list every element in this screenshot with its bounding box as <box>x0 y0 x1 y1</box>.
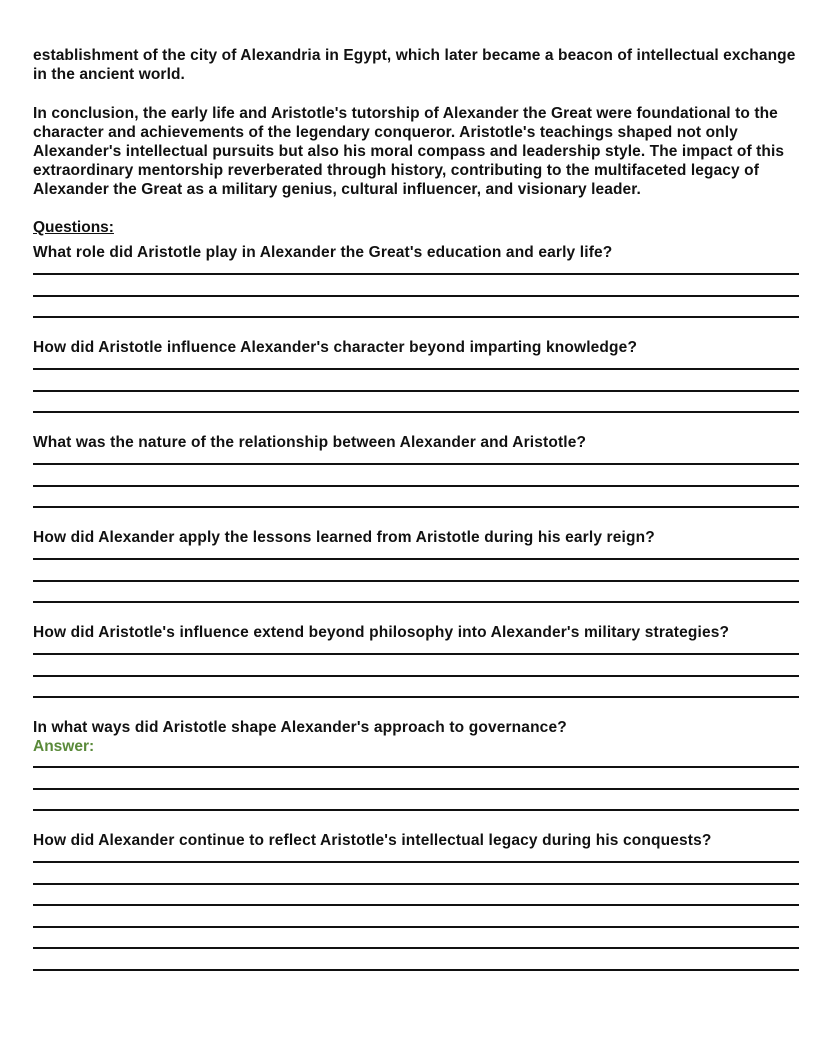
answer-line[interactable] <box>33 316 799 318</box>
answer-line[interactable] <box>33 861 799 863</box>
answer-line[interactable] <box>33 653 799 655</box>
question-text: What was the nature of the relationship between Alexander and Aristotle? <box>33 434 587 451</box>
worksheet-page <box>33 46 799 971</box>
answer-line[interactable] <box>33 947 799 949</box>
question-text: How did Aristotle influence Alexander's character beyond imparting knowledge? <box>33 339 638 356</box>
answer-lines <box>33 558 799 603</box>
answer-lines <box>33 273 799 318</box>
answer-lines <box>33 766 799 811</box>
question-block-7 <box>33 831 799 971</box>
answer-line[interactable] <box>33 506 799 508</box>
answer-line[interactable] <box>33 580 799 582</box>
answer-line[interactable] <box>33 601 799 603</box>
answer-line[interactable] <box>33 926 799 928</box>
answer-lines <box>33 861 799 971</box>
question-text: How did Aristotle's influence extend beyond philosophy into Alexander's military strategies? <box>33 624 730 641</box>
answer-line[interactable] <box>33 969 799 971</box>
question-block-1 <box>33 243 799 318</box>
question-block-4 <box>33 528 799 603</box>
answer-line[interactable] <box>33 390 799 392</box>
answer-line[interactable] <box>33 904 799 906</box>
answer-line[interactable] <box>33 675 799 677</box>
answer-lines <box>33 368 799 413</box>
question-block-6 <box>33 718 799 811</box>
question-text: How did Alexander apply the lessons learned from Aristotle during his early reign? <box>33 529 655 546</box>
answer-line[interactable] <box>33 368 799 370</box>
question-block-5 <box>33 623 799 698</box>
answer-line[interactable] <box>33 788 799 790</box>
question-text: In what ways did Aristotle shape Alexander's approach to governance? <box>33 719 567 736</box>
answer-label: Answer: <box>33 738 95 755</box>
paragraph-intro: establishment of the city of Alexandria in Egypt, which later became a beacon of intellectual exchange in the ancient world. <box>33 47 796 83</box>
answer-line[interactable] <box>33 411 799 413</box>
answer-line[interactable] <box>33 558 799 560</box>
question-block-2 <box>33 338 799 413</box>
paragraph-conclusion: In conclusion, the early life and Aristotle's tutorship of Alexander the Great were foundational to the character and achievements of the legendary conqueror. Aristotle's teachings shaped not only Alexander's intellectual pursuits but also his moral compass and leadership style. The impact of this extraordinary mentorship reverberated through history, contributing to the multifaceted legacy of Alexander the Great as a military genius, cultural influencer, and visionary leader. <box>33 105 785 198</box>
answer-lines <box>33 653 799 698</box>
questions-header: Questions: <box>33 219 114 236</box>
answer-lines <box>33 463 799 508</box>
answer-line[interactable] <box>33 766 799 768</box>
question-text: How did Alexander continue to reflect Aristotle's intellectual legacy during his conquests? <box>33 832 712 849</box>
answer-line[interactable] <box>33 295 799 297</box>
answer-line[interactable] <box>33 273 799 275</box>
answer-line[interactable] <box>33 809 799 811</box>
answer-line[interactable] <box>33 485 799 487</box>
answer-line[interactable] <box>33 696 799 698</box>
question-text: What role did Aristotle play in Alexander the Great's education and early life? <box>33 244 613 261</box>
question-block-3 <box>33 433 799 508</box>
answer-line[interactable] <box>33 463 799 465</box>
answer-line[interactable] <box>33 883 799 885</box>
